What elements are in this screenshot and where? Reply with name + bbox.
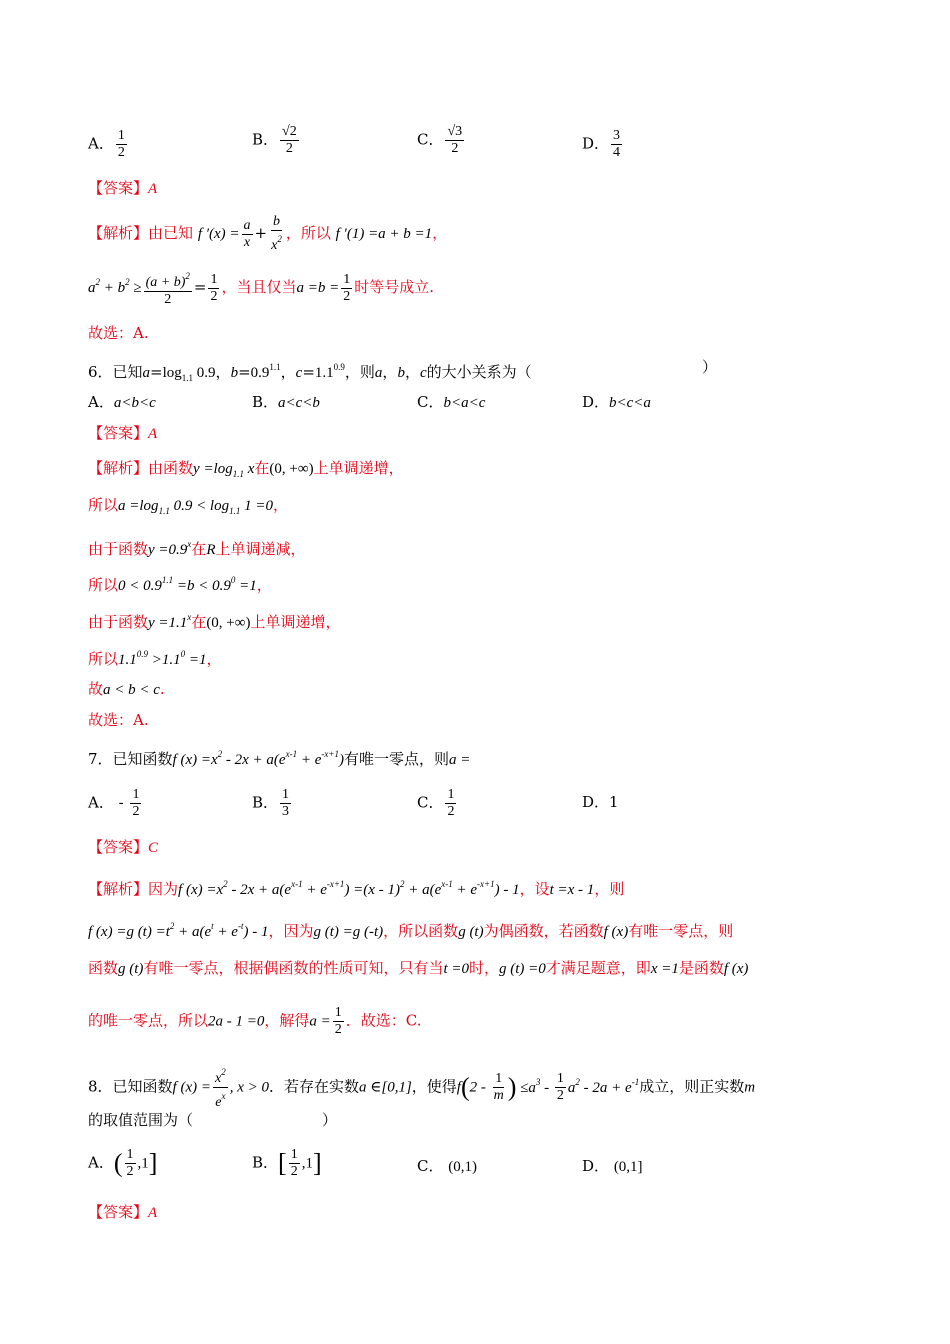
q6-option-b: B．a<c<b <box>252 393 320 411</box>
q8-stem-close: ） <box>322 1111 338 1129</box>
q6-analysis-line-5: 由于函数$y =1.1^x$在(0, +∞)上单调递增， <box>88 612 341 631</box>
q8-stem-line-2: 的取值范围为（ <box>88 1111 194 1129</box>
q6-choose: 故选：A. <box>88 711 149 729</box>
q8-option-d: D． (0,1] <box>582 1157 643 1175</box>
q7-analysis-line-4: 的唯一零点，所以2a - 1 =0，解得a = $\frac{1}{2}$ ．故选：C. <box>88 1005 422 1037</box>
q5-analysis-line-1: 【解析】由已知 f ′(x) = $\frac{a}{x}$ + $\frac{b}{x^2}$ ，所以 f ′(1) =a + b =1， <box>88 214 448 253</box>
q5-option-d: D． $\frac{3}{4}$ <box>582 128 621 160</box>
q7-stem: 7．已知函数f $(x) =x^2 - 2x + a(e^{x-1} + e^{-x+1})$有唯一零点，则a = <box>88 749 471 768</box>
q6-stem-close: ） <box>702 358 718 376</box>
q7-option-d: D．1 <box>582 793 619 811</box>
q6-analysis-line-4: 所以$0 < 0.9^{1.1} =b < 0.9^0 =1$， <box>88 575 272 594</box>
q7-analysis-line-3: 函数g (t)有唯一零点，根据偶函数的性质可知，只有当t =0时，g (t) =0才满足题意，即x =1是函数f (x) <box>88 959 749 977</box>
q8-option-c: C． (0,1) <box>417 1157 478 1175</box>
q6-analysis-line-7: 故a < b < c. <box>88 680 165 698</box>
q7-analysis-line-1: 【解析】因为f $(x) =x^2 - 2x + a(e^{x-1} + e^{-x+1}) =(x - 1)^2 + a(e^{x-1} + e^{-x+1}) - 1$，设t =x - 1，则 <box>88 879 625 898</box>
q5-analysis-line-2: $a^2 + b^2$ ≥ $\frac{(a + b)^2}{2}$ = $\frac{1}{2}$ ，当且仅当a =b = $\frac{1}{2}$ 时等号成立. <box>88 268 434 308</box>
q6-option-c: C．b<a<c <box>417 393 486 411</box>
q7-option-b: B． $\frac{1}{3}$ <box>252 787 290 819</box>
q5-option-b: B． $\frac{√2}{2}$ <box>252 124 297 156</box>
q6-stem: 6．已知$a=\log_{1.1}$ 0.9，$b=0.9^{1.1}$，$c=1.1^{0.9}$，则a，b，c的大小关系为（ <box>88 362 532 383</box>
q6-analysis-line-1: 【解析】由函数$y =\log_{1.1}$ x在(0, +∞)上单调递增， <box>88 459 404 479</box>
q8-stem-line-1: 8．已知函数f (x) = $\frac{x^2}{e^x}$ , x > 0．若存在实数a ∈[0,1]，使得f(2 - $\frac{1}{m}$ ) $\le a^3$ - $\frac{1}{2}$ $a^2 - 2a + e^{-1}$成立，则正实数m <box>88 1064 755 1111</box>
q5-option-a: A． $\frac{1}{2}$ <box>88 128 125 160</box>
q7-option-c: C． $\frac{1}{2}$ <box>417 787 455 819</box>
q6-analysis-line-3: 由于函数$y =0.9^x$在R上单调递减， <box>88 539 306 558</box>
q5-answer: 【答案】A <box>88 179 158 197</box>
q6-analysis-line-6: 所以$1.1^{0.9} >1.1^0 =1$， <box>88 649 222 668</box>
q5-choose: 故选：A. <box>88 324 149 342</box>
q8-option-a: A．( $\frac{1}{2}$ ,1] <box>88 1147 158 1179</box>
q7-option-a: A． - $\frac{1}{2}$ <box>88 787 140 819</box>
q8-option-b: B．[ $\frac{1}{2}$ ,1] <box>252 1147 322 1179</box>
q6-analysis-line-2: 所以$a =\log_{1.1}$ $0.9 < \log_{1.1} 1 =0$， <box>88 496 288 516</box>
q5-option-c: C． $\frac{√3}{2}$ <box>417 124 463 156</box>
q6-answer: 【答案】A <box>88 424 158 442</box>
q8-answer: 【答案】A <box>88 1203 158 1221</box>
q7-analysis-line-2: f (x) =g $(t) =t^2 + a(e^t + e^{-t}) - 1$，因为g (t) =g (-t)，所以函数g (t)为偶函数，若函数f (x)有唯一零点，则 <box>88 921 734 940</box>
q6-option-a: A．a<b<c <box>88 393 156 411</box>
q7-answer: 【答案】C <box>88 838 159 856</box>
q6-option-d: D．b<c<a <box>582 393 651 411</box>
